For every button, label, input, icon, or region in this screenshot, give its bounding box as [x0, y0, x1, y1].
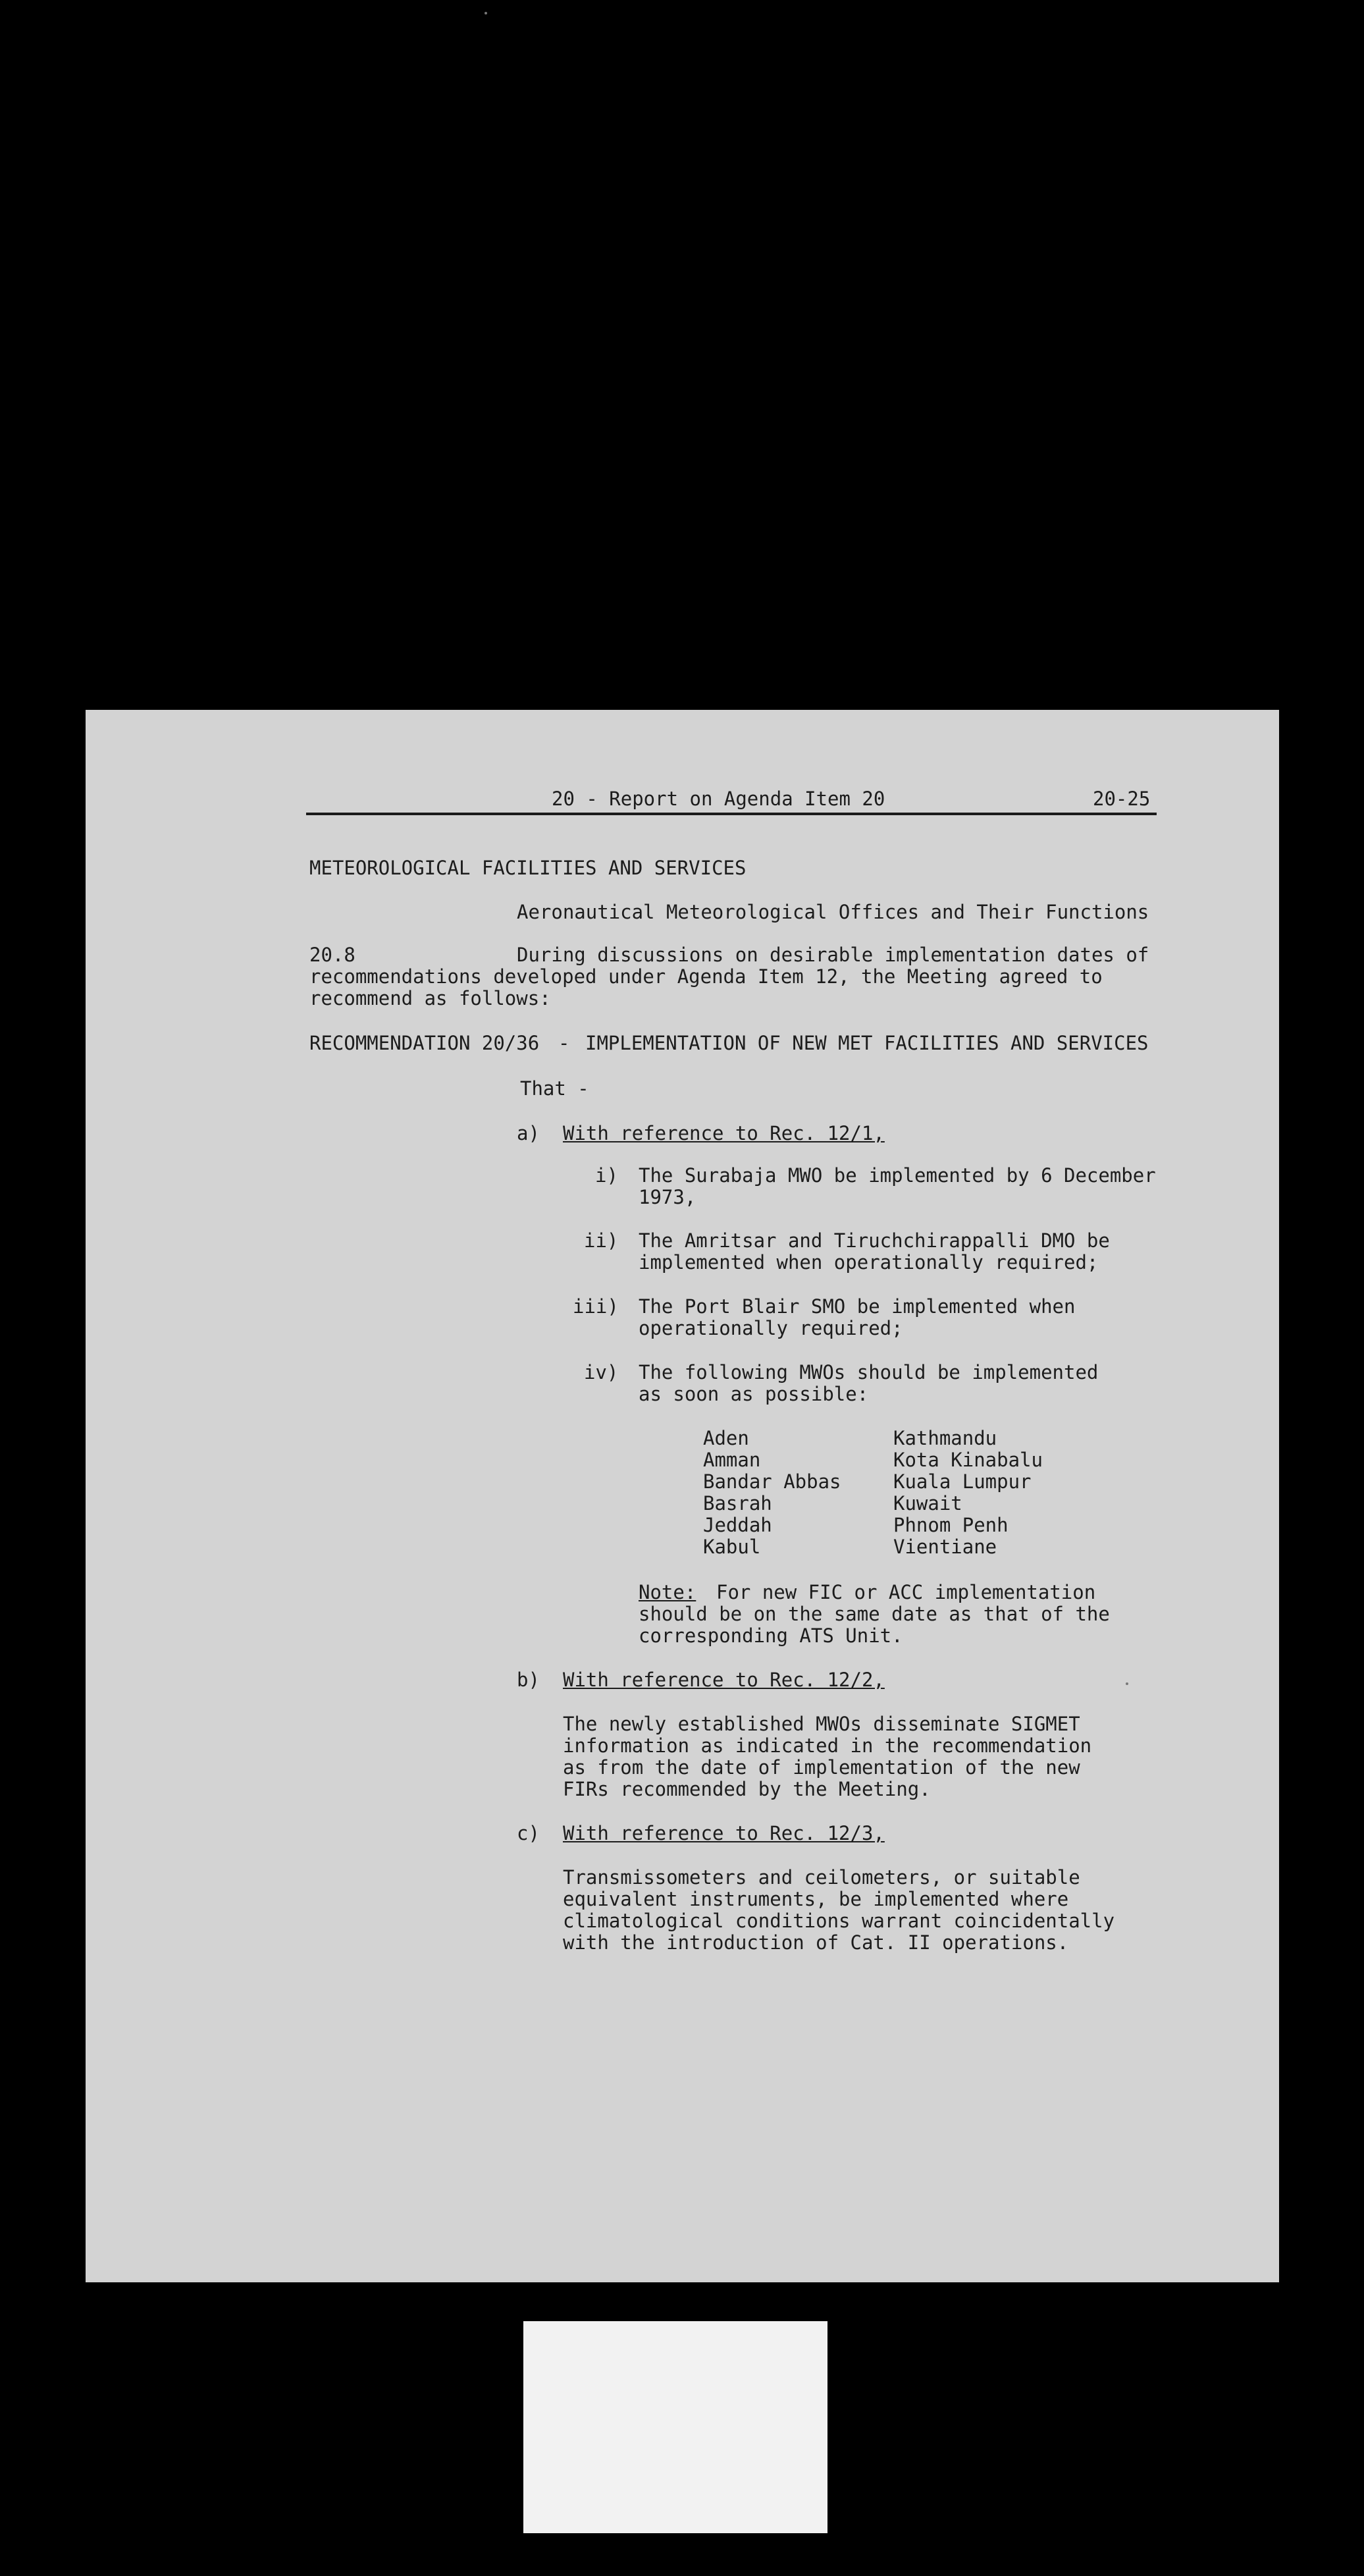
mwo-right: Kuala Lumpur [893, 1470, 1032, 1493]
mwo-left: Bandar Abbas [703, 1470, 841, 1493]
mwo-right: Vientiane [893, 1536, 997, 1558]
subsection-title: Aeronautical Meteorological Offices and Their Functions [517, 901, 1149, 923]
subitem-line: The following MWOs should be implemented [639, 1361, 1099, 1383]
subitem-marker: iii) [573, 1295, 619, 1318]
mwo-right: Kathmandu [893, 1427, 997, 1449]
subitem-line: 1973, [639, 1186, 696, 1208]
item-b-line: FIRs recommended by the Meeting. [563, 1778, 931, 1800]
paragraph-line: recommendations developed under Agenda Item 12, the Meeting agreed to [309, 965, 1103, 988]
item-a-heading: With reference to Rec. 12/1, [563, 1122, 885, 1144]
mwo-left: Jeddah [703, 1514, 772, 1536]
item-b-heading: With reference to Rec. 12/2, [563, 1669, 885, 1691]
dust-speck [1126, 1682, 1128, 1685]
item-c-line: with the introduction of Cat. II operations. [563, 1931, 1069, 1954]
subitem-marker: i) [595, 1164, 618, 1187]
paragraph-number: 20.8 [309, 944, 355, 966]
page-number: 20-25 [1093, 788, 1151, 810]
mwo-left: Basrah [703, 1492, 772, 1515]
subitem-line: The Port Blair SMO be implemented when [639, 1295, 1076, 1318]
item-c-line: Transmissometers and ceilometers, or suitable [563, 1866, 1080, 1889]
dust-speck [485, 12, 487, 14]
paragraph-line: During discussions on desirable implementation dates of [517, 944, 1149, 966]
note-line: should be on the same date as that of the [639, 1603, 1110, 1625]
subitem-marker: ii) [584, 1229, 619, 1252]
mwo-right: Phnom Penh [893, 1514, 1009, 1536]
mwo-left: Amman [703, 1449, 761, 1471]
running-header: 20 - Report on Agenda Item 20 [552, 788, 885, 810]
subitem-marker: iv) [584, 1361, 619, 1383]
item-b-line: The newly established MWOs disseminate SIGMET [563, 1713, 1080, 1735]
mwo-right: Kuwait [893, 1492, 962, 1515]
item-b-marker: b) [517, 1669, 540, 1691]
section-title: METEOROLOGICAL FACILITIES AND SERVICES [309, 857, 747, 879]
blank-card [523, 2321, 827, 2533]
item-c-line: climatological conditions warrant coincidentally [563, 1910, 1115, 1932]
mwo-left: Aden [703, 1427, 749, 1449]
paragraph-line: recommend as follows: [309, 987, 551, 1009]
item-c-marker: c) [517, 1822, 540, 1844]
mwo-left: Kabul [703, 1536, 761, 1558]
subitem-line: operationally required; [639, 1317, 903, 1339]
note-label: Note: [639, 1581, 696, 1603]
item-a-marker: a) [517, 1122, 540, 1144]
note-line: For new FIC or ACC implementation [716, 1581, 1096, 1603]
subitem-line: The Surabaja MWO be implemented by 6 December [639, 1164, 1156, 1187]
subitem-line: implemented when operationally required; [639, 1251, 1099, 1274]
recommendation-that: That - [520, 1077, 589, 1100]
header-rule [306, 813, 1157, 815]
note-line: corresponding ATS Unit. [639, 1624, 903, 1647]
recommendation-dash: - [558, 1032, 570, 1054]
recommendation-label: RECOMMENDATION 20/36 [309, 1032, 540, 1054]
item-b-line: as from the date of implementation of the new [563, 1756, 1080, 1779]
mwo-right: Kota Kinabalu [893, 1449, 1043, 1471]
item-b-line: information as indicated in the recommendation [563, 1734, 1092, 1757]
subitem-line: as soon as possible: [639, 1383, 869, 1405]
subitem-line: The Amritsar and Tiruchchirappalli DMO be [639, 1229, 1110, 1252]
item-c-line: equivalent instruments, be implemented where [563, 1888, 1069, 1910]
item-c-heading: With reference to Rec. 12/3, [563, 1822, 885, 1844]
recommendation-title: IMPLEMENTATION OF NEW MET FACILITIES AND SERVICES [585, 1032, 1149, 1054]
